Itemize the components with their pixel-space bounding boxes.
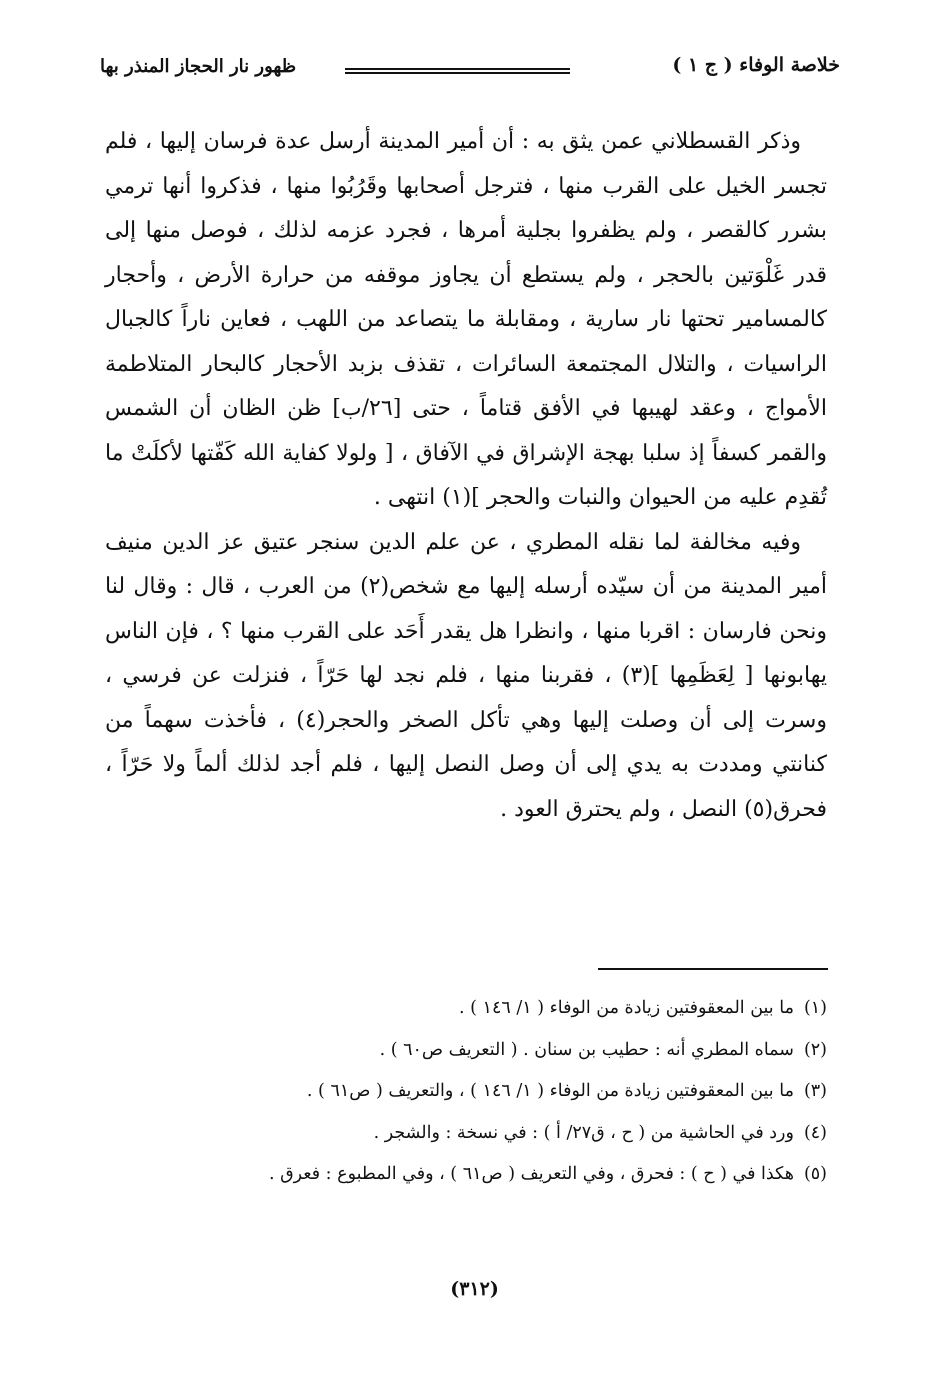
paragraph: وفيه مخالفة لما نقله المطري ، عن علم الدين سنجر عتيق عز الدين منيف أمير المدينة من أن سيّده أرسله إليها مع شخص(٢) من العرب ، قال : وقال لنا ونحن فارسان : اقربا منها ، وانظرا هل يقدر أَحَد على القرب منها ؟ ، فإن الناس يهابونها [ لِعَظَمِها ](٣) ، فقربنا منها ، فلم نجد لها حَرّاً ، فنزلت عن فرسي ، وسرت إلى أن وصلت إليها وهي تأكل الصخر والحجر(٤) ، فأخذت سهماً من كنانتي ومددت به يدي إلى أن وصل النصل إليها ، فلم أجد لذلك ألماً ولا حَرّاً ، فحرق(٥) النصل ، ولم يحترق العود .	[105, 529, 827, 822]
footnote-separator	[598, 968, 828, 970]
footnote-text: سماه المطري أنه : حطيب بن سنان . ( التعريف ص٦٠ ) .	[379, 1039, 794, 1060]
page-number: (٣١٢)	[450, 1278, 499, 1300]
main-text	[105, 120, 827, 832]
footnote-text: هكذا في ( ح ) : فحرق ، وفي التعريف ( ص٦١ ) ، وفي المطبوع : فعرق .	[268, 1164, 794, 1184]
running-header	[100, 50, 840, 90]
footnote-item	[107, 1071, 827, 1113]
footnote-number: (١)	[803, 998, 827, 1018]
book-title: خلاصة الوفاء ( ج ١ )	[672, 54, 840, 76]
footnote-number: (٣)	[803, 1081, 827, 1101]
section-title: ظهور نار الحجاز المنذر بها	[100, 56, 297, 77]
footnote-item	[107, 1030, 827, 1072]
footnote-item	[107, 1113, 827, 1155]
footnote-text: ما بين المعقوفتين زيادة من الوفاء ( ١/ ١٤٦ ) ، والتعريف ( ص٦١ ) .	[306, 1081, 794, 1101]
footnotes	[107, 988, 827, 1196]
footnote-number: (٥)	[803, 1164, 827, 1184]
header-rule	[345, 68, 570, 74]
footnote-item	[107, 1154, 827, 1196]
paragraph: وذكر القسطلاني عمن يثق به : أن أمير المدينة أرسل عدة فرسان إليها ، فلم تجسر الخيل على القرب منها ، فترجل أصحابها وقَرُبُوا منها ، فذكروا أنها ترمي بشرر كالقصر ، ولم يظفروا بجلية أمرها ، فجرد عزمه لذلك ، فوصل منها إلى قدر غَلْوَتين بالحجر ، ولم يستطع أن يجاوز موقفه من حرارة الأرض ، وأحجار كالمسامير تحتها نار سارية ، ومقابلة ما يتصاعد من اللهب ، فعاين ناراً كالجبال الراسيات ، والتلال المجتمعة السائرات ، تقذف بزبد الأحجار كالبحار المتلاطمة الأمواج ، وعقد لهيبها في الأفق قتاماً ، حتى [٢٦/ب] ظن الظان أن الشمس والقمر كسفاً إذ سلبا بهجة الإشراق في الآفاق ، [ ولولا كفاية الله كَفّتها لأكلَتْ ما تُقدِم عليه من الحيوان والنبات والحجر ](١) انتهى .	[105, 129, 827, 510]
footnote-number: (٤)	[803, 1122, 827, 1143]
footnote-number: (٢)	[803, 1039, 827, 1060]
footnote-item	[107, 988, 827, 1030]
footnote-text: ورد في الحاشية من ( ح ، ق٢٧/ أ ) : في نسخة : والشجر .	[373, 1122, 794, 1143]
footnote-text: ما بين المعقوفتين زيادة من الوفاء ( ١/ ١٤٦ ) .	[459, 998, 794, 1018]
